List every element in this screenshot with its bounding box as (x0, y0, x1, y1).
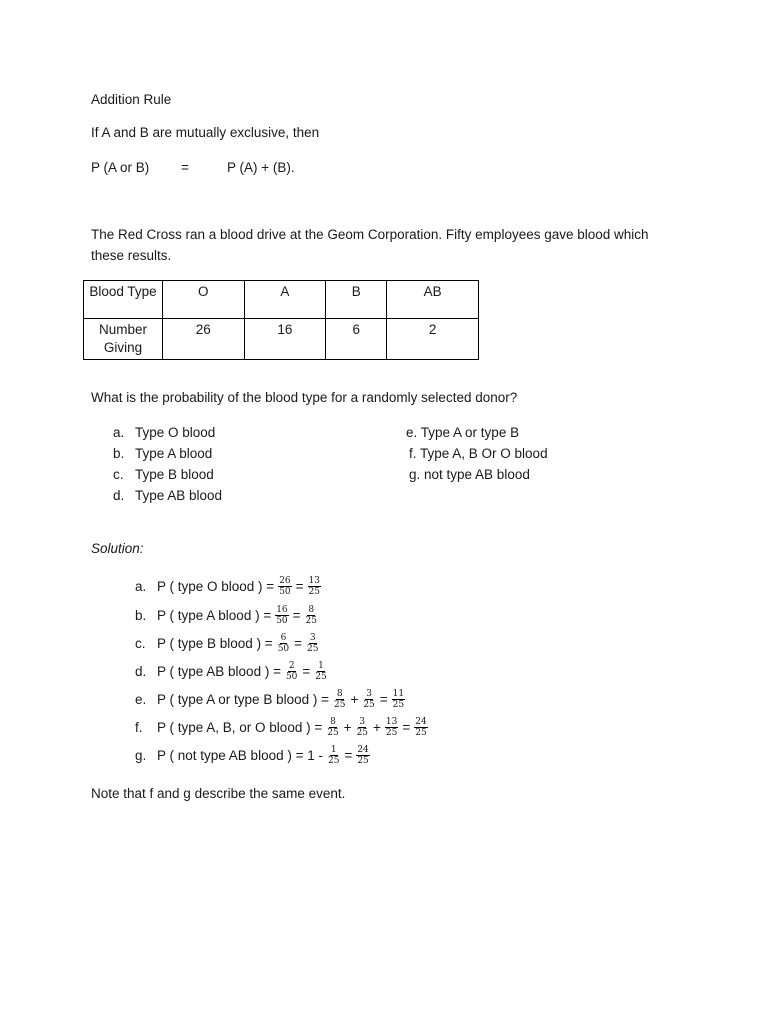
math-operator: + (343, 720, 352, 735)
fraction-denominator: 25 (333, 700, 346, 710)
row-label-number-giving: Number Giving (84, 319, 163, 360)
fraction-numerator: 8 (308, 605, 315, 615)
list-item (113, 485, 222, 506)
fraction-numerator: 24 (415, 717, 427, 727)
fraction-denominator: 25 (327, 728, 339, 738)
formula-right: P (A) + (B). (227, 160, 295, 175)
fraction (362, 689, 375, 710)
count-cell: 2 (387, 319, 479, 360)
solution-label: P ( type O blood ) = (157, 579, 275, 594)
fraction (414, 717, 427, 738)
list-item (113, 443, 222, 464)
math-operator: = (302, 664, 311, 679)
list-item (113, 464, 222, 485)
solution-marker: c. (135, 636, 146, 651)
intro-line-1: The Red Cross ran a blood drive at the Geom Corporation. Fifty employees gave blood which (91, 227, 649, 242)
fraction-numerator: 24 (357, 745, 369, 755)
intro-line-2: these results. (91, 248, 172, 263)
fraction-denominator: 25 (308, 587, 320, 597)
fraction (314, 661, 327, 682)
fraction-denominator: 50 (285, 672, 298, 682)
fraction-numerator: 3 (366, 689, 372, 699)
fraction-numerator: 13 (308, 576, 320, 586)
math-operator: + (373, 720, 381, 735)
fraction-denominator: 50 (276, 616, 288, 626)
fraction-denominator: 25 (305, 616, 317, 626)
fraction-numerator: 6 (280, 633, 287, 643)
option-marker: c. (113, 467, 124, 482)
fraction (308, 576, 321, 597)
fraction (385, 717, 398, 738)
option-text: Type B blood (135, 467, 214, 482)
fraction-denominator: 25 (415, 728, 427, 738)
solution-marker: g. (135, 748, 147, 763)
list-item (113, 422, 222, 443)
fraction-denominator: 25 (356, 728, 369, 738)
row-label-blood-type: Blood Type (84, 281, 163, 319)
solution-item (135, 633, 322, 654)
solution-title: Solution: (91, 541, 144, 556)
formula-left: P (A or B) (91, 160, 150, 175)
fraction-denominator: 25 (392, 700, 405, 710)
option-text: Type O blood (135, 425, 216, 440)
note: Note that f and g describe the same event. (91, 786, 346, 801)
fraction-denominator: 25 (315, 672, 327, 682)
page-title: Addition Rule (91, 92, 172, 107)
fraction-numerator: 13 (385, 717, 398, 727)
fraction-numerator: 3 (359, 717, 366, 727)
solution-marker: e. (135, 692, 147, 707)
fraction-denominator: 25 (307, 644, 319, 654)
math-operator: = (379, 692, 388, 707)
fraction (306, 633, 319, 654)
fraction-numerator: 16 (276, 605, 288, 615)
fraction (392, 689, 405, 710)
blood-type-table (83, 280, 479, 360)
math-operator: = (295, 579, 304, 594)
fraction (326, 717, 339, 738)
option-marker: d. (113, 488, 125, 503)
fraction-numerator: 11 (392, 689, 405, 699)
fraction (278, 576, 291, 597)
formula-equals: = (181, 160, 189, 175)
solution-marker: a. (135, 579, 147, 594)
fraction-numerator: 26 (279, 576, 291, 586)
fraction-denominator: 50 (279, 587, 291, 597)
table-row (84, 319, 479, 360)
solution-marker: f. (135, 720, 143, 735)
fraction-denominator: 50 (277, 644, 290, 654)
solution-item (135, 576, 323, 597)
fraction (277, 633, 290, 654)
solution-item (135, 745, 372, 766)
solution-marker: d. (135, 664, 147, 679)
solution-item (135, 689, 407, 710)
fraction-numerator: 1 (318, 661, 324, 671)
fraction-numerator: 8 (336, 689, 343, 699)
option-marker: a. (113, 425, 125, 440)
rule-statement: If A and B are mutually exclusive, then (91, 125, 320, 140)
math-operator: = (294, 636, 303, 651)
solution-label: P ( type A or type B blood ) = (157, 692, 329, 707)
options-left-list (113, 422, 222, 506)
column-header: O (163, 281, 245, 319)
fraction-denominator: 25 (357, 756, 369, 766)
table-row (84, 281, 479, 319)
fraction (305, 605, 318, 626)
solution-label: P ( type A, B, or O blood ) = (157, 720, 323, 735)
options-right-list (406, 422, 548, 485)
solution-label: P ( type AB blood ) = (157, 664, 281, 679)
question: What is the probability of the blood type for a randomly selected donor? (91, 390, 518, 405)
option-marker: b. (113, 446, 125, 461)
count-cell: 16 (244, 319, 326, 360)
fraction (275, 605, 288, 626)
solution-label: P ( type B blood ) = (157, 636, 273, 651)
list-item: e. Type A or type B (406, 425, 520, 440)
count-cell: 6 (326, 319, 387, 360)
list-item: f. Type A, B Or O blood (409, 446, 548, 461)
solution-item (135, 661, 330, 682)
column-header: A (244, 281, 326, 319)
math-operator: = (344, 748, 353, 763)
fraction-denominator: 25 (327, 756, 340, 766)
option-text: Type A blood (135, 446, 213, 461)
math-operator: = (402, 720, 411, 735)
solution-marker: b. (135, 608, 147, 623)
fraction (356, 745, 369, 766)
column-header: AB (387, 281, 479, 319)
solution-label: P ( type A blood ) = (157, 608, 272, 623)
math-operator: = (292, 608, 301, 623)
fraction-numerator: 8 (330, 717, 336, 727)
solution-item (135, 605, 320, 626)
solution-item (135, 717, 430, 738)
count-cell: 26 (163, 319, 245, 360)
fraction (356, 717, 369, 738)
fraction-denominator: 25 (363, 700, 375, 710)
fraction (285, 661, 298, 682)
fraction-numerator: 2 (288, 661, 295, 671)
solution-label: P ( not type AB blood ) = 1 - (157, 748, 323, 763)
fraction-numerator: 1 (330, 745, 337, 755)
fraction (333, 689, 346, 710)
list-item: g. not type AB blood (409, 467, 530, 482)
fraction-denominator: 25 (385, 728, 398, 738)
column-header: B (326, 281, 387, 319)
option-text: Type AB blood (135, 488, 223, 503)
fraction (327, 745, 340, 766)
math-operator: + (350, 692, 359, 707)
fraction-numerator: 3 (309, 633, 316, 643)
